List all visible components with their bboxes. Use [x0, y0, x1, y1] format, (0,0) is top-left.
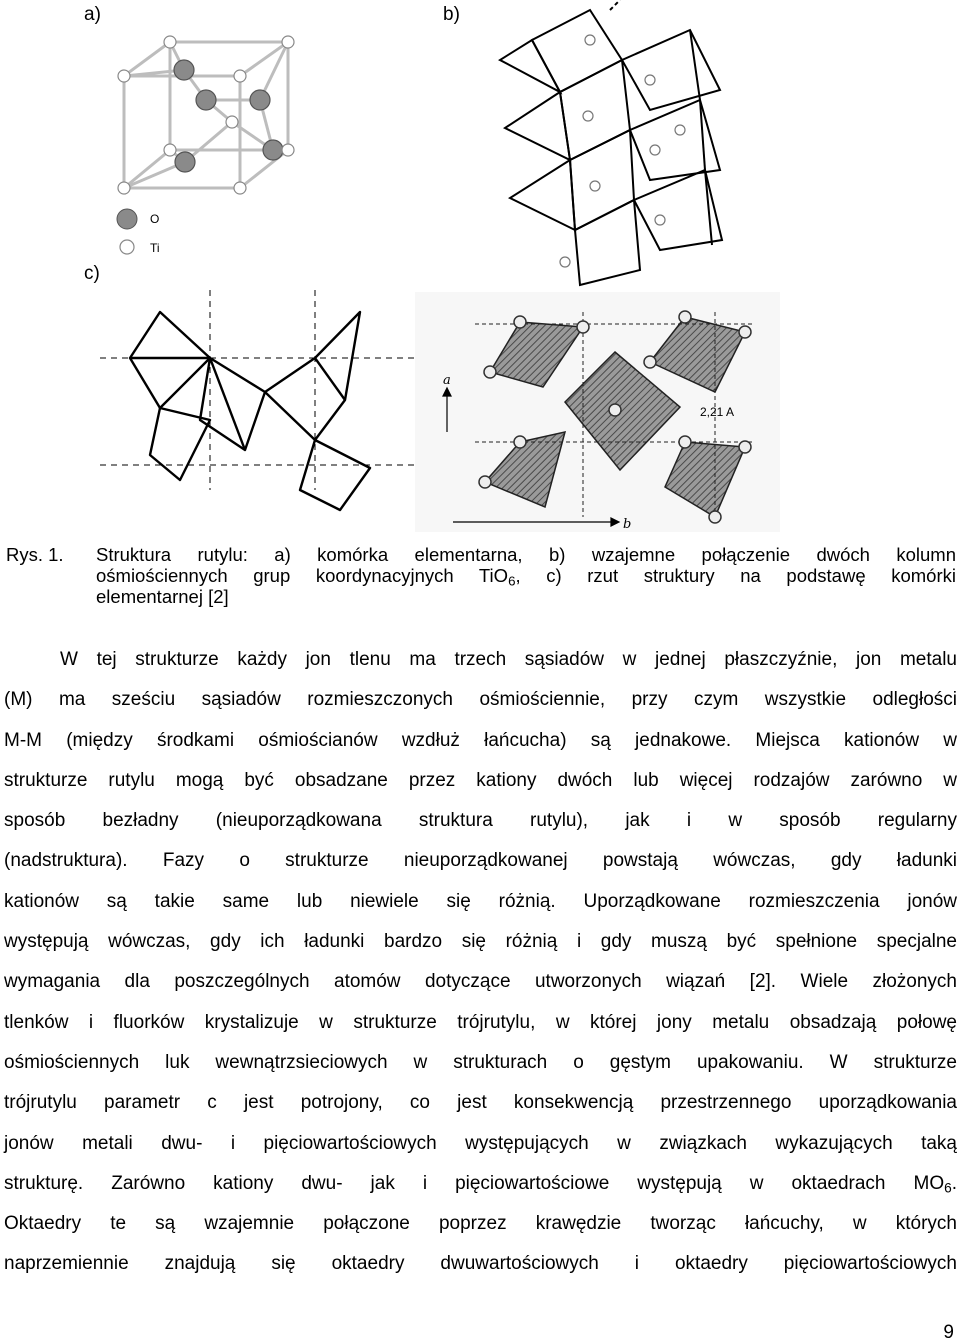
legend-ti-label: Ti: [150, 241, 160, 255]
body-paragraph: [4, 640, 957, 1285]
caption-prefix: Rys. 1.: [6, 544, 64, 565]
body-line: (nadstruktura). Fazy o strukturze nieuporządkowanej powstają wówczas, gdy ładunki: [4, 850, 957, 872]
distance-label: 2,21 A: [700, 405, 735, 419]
figure-c-projection: [100, 290, 420, 530]
figure-b-octahedra-columns: [450, 0, 780, 290]
body-line: (M) ma sześciu sąsiadów rozmieszczonych ośmiościennie, przy czym wszystkie odległości: [4, 689, 957, 711]
body-line: tlenków i fluorków krystalizuje w strukturze trójrutylu, w której jony metalu obsadzają połowę: [4, 1011, 957, 1033]
body-line: naprzemiennie znajdują się oktaedry dwuwartościowych i oktaedry pięciowartościowych: [4, 1253, 957, 1275]
body-line: Oktaedry te są wzajemnie połączone poprzez krawędzie tworząc łańcuchy, w których: [4, 1213, 957, 1235]
caption-line-3: elementarnej [2]: [96, 586, 229, 607]
body-line: jonów metali dwu- i pięciowartościowych występujących w związkach wykazujących taką: [4, 1132, 957, 1154]
body-line: M-M (między środkami ośmiościanów wzdłuż łańcucha) są jednakowe. Miejsca kationów w: [4, 729, 958, 751]
body-line: W tej strukturze każdy jon tlenu ma trzech sąsiadów w jednej płaszczyźnie, jon metalu: [60, 649, 957, 670]
body-line: występują wówczas, gdy ich ładunki bardzo się różnią i gdy muszą być spełnione specjalne: [4, 931, 957, 953]
body-line: strukturę. Zarówno kationy dwu- jak i pięciowartościowe występują w oktaedrach $MO_6$.: [4, 1172, 958, 1196]
body-line: trójrutylu parametr c jest potrojony, co jest konsekwencją przestrzennego uporządkowania: [4, 1092, 957, 1114]
caption-line-1: Struktura rutylu: a) komórka elementarna, b) wzajemne połączenie dwóch kolumn: [96, 544, 956, 565]
figure-caption: [6, 544, 956, 607]
page-number: 9: [943, 1322, 954, 1343]
figure-label-b: b): [443, 4, 460, 25]
figure-label-c: c): [84, 263, 100, 284]
body-line: ośmiościennych luk wewnątrzsieciowych w strukturach o gęstym upakowaniu. W strukturze: [4, 1051, 958, 1073]
body-line: kationów są takie same lub niewiele się różnią. Uporządkowane rozmieszczenia jonów: [4, 890, 958, 912]
caption-line-2: ośmiościennych grup koordynacyjnych TiO$_6$, c) rzut struktury na podstawę komórki: [96, 565, 956, 589]
body-line: sposób bezładny (nieuporządkowana struktura rutylu), jak i w sposób regularny: [4, 810, 957, 832]
body-line: strukturze rutylu mogą być obsadzane przez kationy dwóch lub więcej rodzajów zarówno w: [4, 769, 957, 791]
body-line: wymagania dla poszczególnych atomów dotyczące utworzonych wiązań [2]. Wiele złożonych: [4, 971, 957, 993]
legend-ti-swatch: [118, 238, 136, 256]
legend-o-label: O: [150, 212, 160, 226]
figure-c-inset-octahedra: [415, 292, 780, 532]
legend-o-swatch: [115, 207, 139, 231]
axis-b-label: b: [623, 517, 632, 532]
figure-label-a: a): [84, 4, 101, 25]
figure-a-unit-cell: [110, 20, 350, 210]
axis-a-label: a: [443, 373, 451, 388]
